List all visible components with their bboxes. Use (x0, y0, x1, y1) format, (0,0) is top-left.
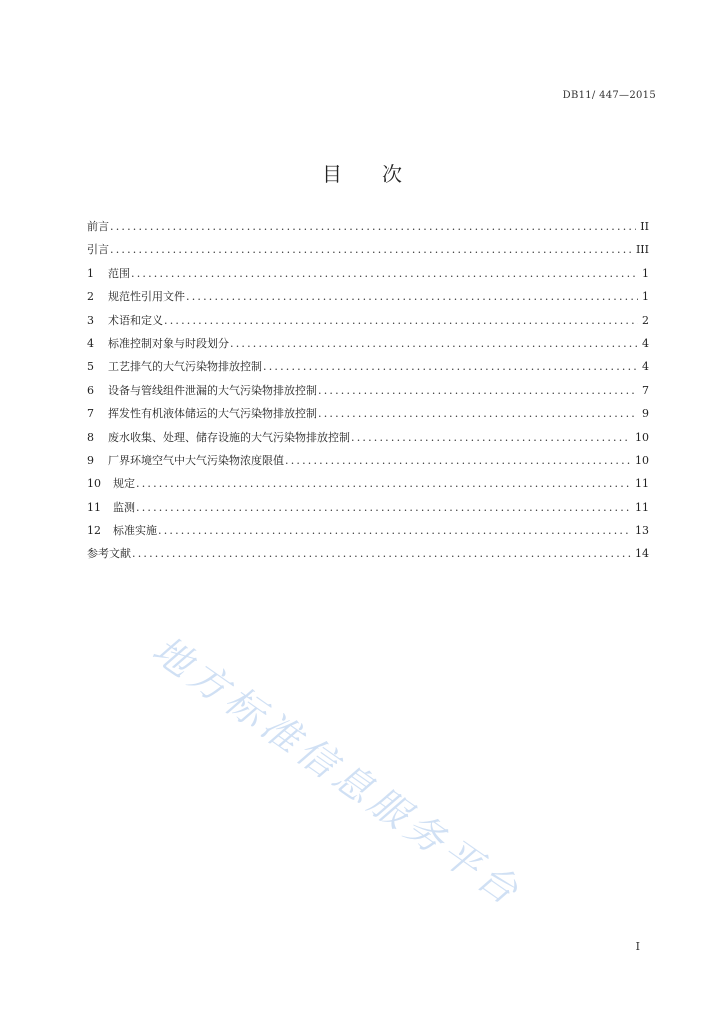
toc-entry-label: 规范性引用文件 (108, 290, 185, 304)
toc-title-part-1: 目 (322, 162, 342, 186)
toc-entry-7[interactable] (87, 402, 649, 425)
toc-entry-page: 1 (642, 266, 649, 280)
toc-entry-label: 设备与管线组件泄漏的大气污染物排放控制 (108, 383, 317, 397)
toc-entry-page: 4 (642, 360, 649, 374)
toc-entry-6[interactable] (87, 379, 649, 402)
table-of-contents (87, 215, 649, 566)
toc-entry-label: 引言 (87, 243, 109, 257)
toc-entry-1[interactable] (87, 262, 649, 285)
toc-entry-label: 参考文献 (87, 547, 131, 561)
dot-leader (110, 215, 636, 238)
toc-entry-introduction[interactable] (87, 238, 649, 261)
toc-entry-references[interactable] (87, 542, 649, 565)
toc-entry-label: 前言 (87, 220, 109, 233)
watermark: 地方标准信息服务平台 (144, 627, 531, 916)
dot-leader (136, 496, 631, 519)
toc-entry-label: 标准控制对象与时段划分 (108, 336, 229, 350)
dot-leader (285, 449, 631, 472)
dot-leader (158, 519, 631, 542)
toc-entry-label: 规定 (113, 477, 135, 491)
toc-entry-page: 11 (635, 477, 649, 491)
toc-entry-number: 8 (87, 430, 94, 444)
toc-title (0, 158, 724, 187)
toc-entry-number: 2 (87, 290, 94, 304)
toc-entry-page: 14 (635, 547, 649, 561)
toc-entry-page: 11 (635, 500, 649, 514)
toc-entry-number: 4 (87, 336, 94, 350)
toc-entry-page: II (640, 220, 649, 233)
toc-entry-page: 10 (635, 453, 649, 467)
dot-leader (131, 262, 638, 285)
toc-entry-page: 9 (642, 407, 649, 421)
toc-entry-number: 7 (87, 407, 94, 421)
document-code: DB11/ 447—2015 (562, 90, 656, 101)
toc-entry-number: 9 (87, 453, 94, 467)
dot-leader (136, 472, 631, 495)
dot-leader (263, 355, 638, 378)
toc-entry-page: 4 (642, 336, 649, 350)
toc-entry-8[interactable] (87, 426, 649, 449)
toc-entry-label: 术语和定义 (108, 313, 163, 327)
toc-entry-page: 10 (635, 430, 649, 444)
toc-entry-9[interactable] (87, 449, 649, 472)
toc-entry-5[interactable] (87, 355, 649, 378)
toc-entry-label: 监测 (113, 500, 135, 514)
dot-leader (318, 402, 638, 425)
toc-entry-foreword[interactable] (87, 215, 649, 238)
toc-entry-label: 范围 (108, 266, 130, 280)
toc-entry-page: III (635, 243, 649, 257)
page-number: I (635, 940, 640, 953)
dot-leader (318, 379, 638, 402)
toc-entry-label: 废水收集、处理、储存设施的大气污染物排放控制 (108, 430, 350, 444)
dot-leader (351, 426, 631, 449)
toc-entry-12[interactable] (87, 519, 649, 542)
toc-entry-4[interactable] (87, 332, 649, 355)
toc-entry-page: 7 (642, 383, 649, 397)
toc-entry-page: 13 (635, 524, 649, 538)
toc-entry-number: 6 (87, 383, 94, 397)
toc-entry-page: 2 (642, 313, 649, 327)
toc-entry-10[interactable] (87, 472, 649, 495)
toc-entry-number: 5 (87, 360, 94, 374)
toc-entry-page: 1 (642, 290, 649, 304)
toc-entry-label: 标准实施 (113, 524, 157, 538)
dot-leader (230, 332, 638, 355)
dot-leader (186, 285, 638, 308)
toc-entry-number: 12 (87, 524, 101, 538)
toc-entry-11[interactable] (87, 496, 649, 519)
toc-entry-3[interactable] (87, 309, 649, 332)
dot-leader (110, 238, 632, 261)
toc-entry-number: 3 (87, 313, 94, 327)
toc-entry-2[interactable] (87, 285, 649, 308)
toc-entry-number: 1 (87, 266, 94, 280)
dot-leader (164, 309, 638, 332)
toc-entry-label: 挥发性有机液体储运的大气污染物排放控制 (108, 407, 317, 421)
toc-title-part-2: 次 (382, 162, 402, 186)
toc-entry-label: 厂界环境空气中大气污染物浓度限值 (108, 453, 284, 467)
toc-entry-label: 工艺排气的大气污染物排放控制 (108, 360, 262, 374)
toc-entry-number: 11 (87, 500, 101, 514)
dot-leader (132, 542, 631, 565)
toc-entry-number: 10 (87, 477, 101, 491)
